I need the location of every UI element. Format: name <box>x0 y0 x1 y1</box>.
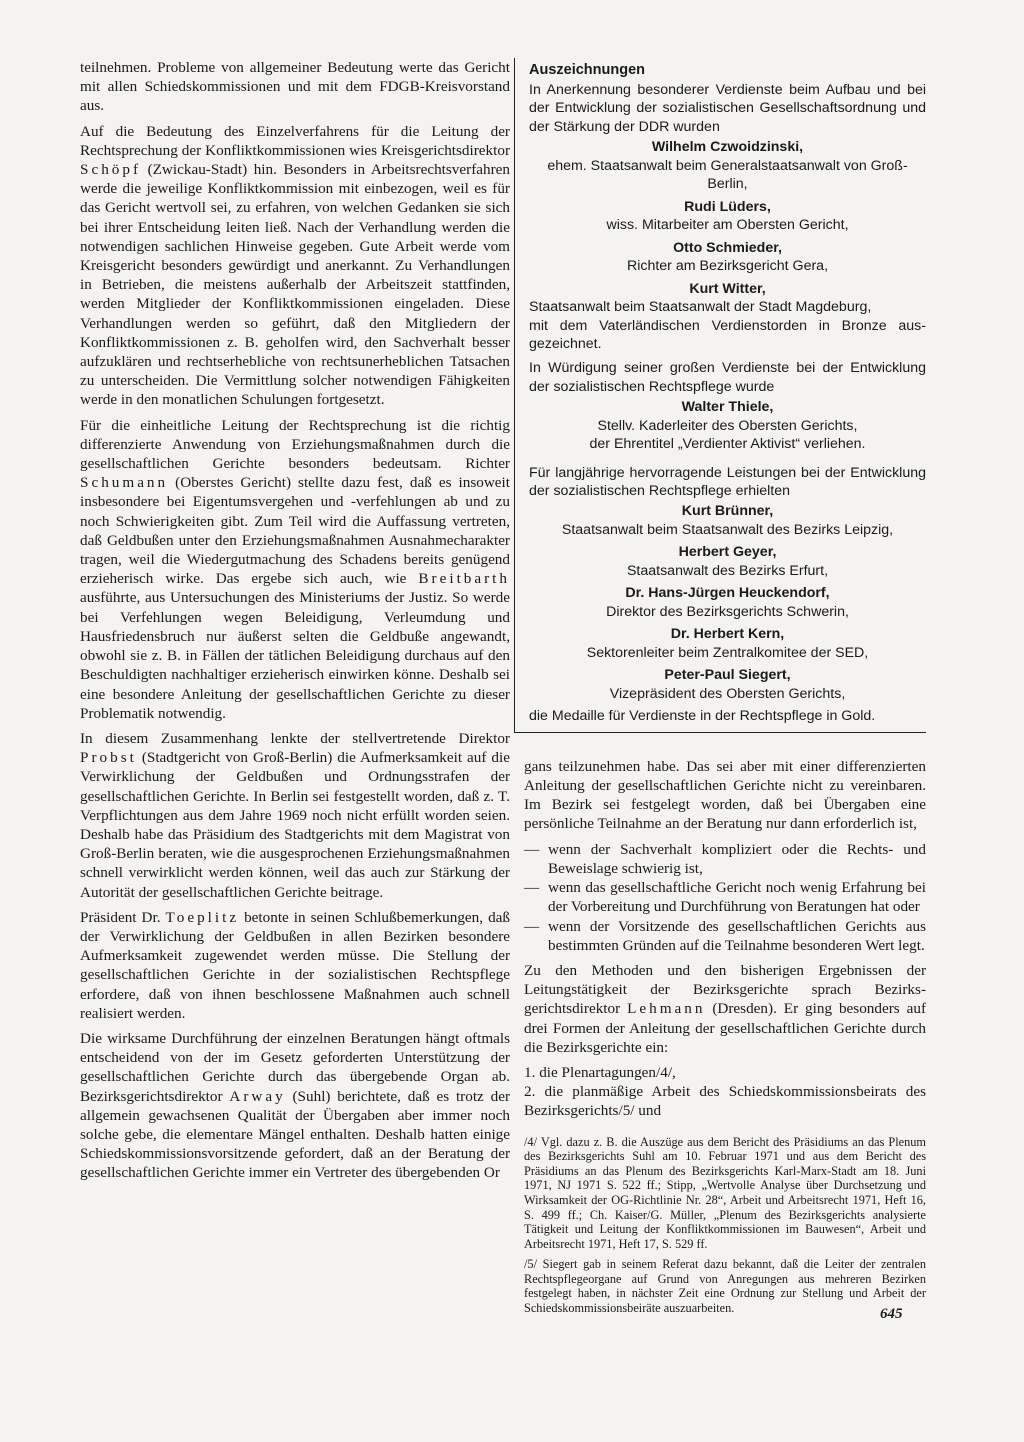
spaced-name: Arway <box>229 1087 286 1105</box>
text-run: Die wirksame Durchführung der einzelnen Beratungen hängt oftmals entscheidend von der im Gesetz geforderten Unterstützung der gesellschaftlichen Gerichte durch das übergebende Organ ab. Bezirksgerichtsdirektor <box>80 1029 510 1105</box>
awards-outro: mit dem Vaterländischen Verdienstorden in Bronze ausgezeichnet. <box>529 317 926 353</box>
awards-box <box>514 58 926 733</box>
text-run: betonte in seinen Schlußbemerkungen, daß der Verwirklichung der Geldbußen in allen Bezirken besondere Aufmerksamkeit zugewendet werden müsse. Die Stellung der gesellschaftlichen Gerichte in der sozialistischen Rechtspflege erfordere, daß von ihnen beschlossene Maßnahmen auch schnell realisiert werden. <box>80 908 510 1022</box>
award-name: Wilhelm Czwoidzinski, <box>651 139 804 156</box>
text-run: (Stadtgericht von Groß-Berlin) die Aufmerksamkeit auf die Verwirklichung der Geldbußen und Ordnungsstrafen der gesellschaftlichen Gerichte. In Berlin sei festgestellt worden, daß z. T. Verpflichtungen aus dem Jahre 1969 noch nicht erfüllt worden seien. Deshalb habe das Präsidium des Stadtgerichts mit dem Magistrat von Groß-Berlin beraten, wie die ausgesprochenen Erziehungsmaßnahmen schnell verwirklicht werden können, weil das auch zur Stärkung der Autorität der gesellschaftlichen Gerichte beitrage. <box>80 749 510 901</box>
award-name: Kurt Witter, <box>689 280 766 297</box>
page-number: 645 <box>880 1306 903 1322</box>
paragraph <box>80 729 510 902</box>
list-item-text: wenn das gesellschaftliche Gericht noch wenig Erfahrung bei der Vorbereitung und Durchführung von Beratungen hat oder <box>548 879 926 916</box>
award-role: Direktor des Bezirksgerichts Schwerin, <box>606 604 849 621</box>
list-item <box>524 917 926 955</box>
award-name: Dr. Hans-Jürgen Heuckendorf, <box>625 585 830 602</box>
awards-heading: Auszeichnungen <box>529 62 646 78</box>
award-role: Staatsanwalt des Bezirks Erfurt, <box>626 563 829 580</box>
awards-intro: In Würdigung seiner großen Verdienste bei der Entwicklung der sozialistischen Rechtspflege wurde <box>529 360 926 395</box>
paragraph <box>80 122 510 410</box>
list-item <box>524 840 926 878</box>
numbered-item: 2. die planmäßige Arbeit des Schiedskommissionsbeirats des Bezirksgerichts/5/ und <box>524 1083 926 1120</box>
award-name: Walter Thiele, <box>681 399 774 416</box>
text-run: (Suhl) berichtete, daß es trotz der allgemein gewachsenen Qualität der Übergaben aber immer noch solche gebe, die elementare Mängel enthalten. Deshalb hatten einige Schiedskommissionsvorsitzende gefordert, daß an der Beratung der gesellschaftlichen Gerichte immer ein Vertreter des übergebenden Or <box>80 1087 510 1182</box>
text-run: (Oberstes Gericht) stellte dazu fest, daß es insoweit insbesondere bei Eigentumsvergehen und -verfehlungen ab und zu noch Schwierigkeiten gibt. Zum Teil wird die Auffassung vertreten, daß Geldbußen unter den Erziehungsmaßnahmen Ausnahmecharakter tragen, weil die Wiedergutmachung des Schadens bereits genügend erzieherisch wirke. Das ergebe sich auch, wie <box>80 474 510 588</box>
paragraph <box>80 416 510 723</box>
text-run: ausführte, aus Untersuchungen des Ministeriums der Justiz. So werde bei Verfehlungen wegen Beleidigung, Verleumdung und Hausfriedensbruch nur äußerst selten die Geldbuße angewandt, obwohl sie z. B. in Fällen der tätlichen Beleidigung durchaus auf den Beschuldigten nachhaltiger erzieherisch einwirken könne. Deshalb sei eine besondere Anleitung der gesellschaftlichen Gerichte zu dieser Problematik notwendig. <box>80 589 510 722</box>
awards-intro: In Anerkennung besonderer Verdienste beim Aufbau und bei der Entwicklung der sozialistischen Gesellschaftsordnung und der Stärkung der DDR wurden <box>529 82 926 135</box>
award-role: Staatsanwalt beim Staatsanwalt des Bezirks Leipzig, <box>561 522 894 539</box>
award-name: Herbert Geyer, <box>678 544 777 561</box>
award-name: Rudi Lüders, <box>684 198 771 215</box>
awards-intro: Für langjährige hervorragende Leistungen bei der Entwicklung der sozialistischen Rechtspflege erhielten <box>529 464 926 500</box>
dash-list <box>524 840 926 955</box>
text-run: Für die einheitliche Leitung der Rechtsprechung ist die richtig differenzierte Anwendung von Erziehungsmaßnahmen durch die gesellschaftlichen Gerichte besonders bedeutsam. Richter <box>80 416 510 473</box>
award-name: Otto Schmieder, <box>673 239 782 256</box>
dash-bullet: — <box>524 879 540 897</box>
list-item-text: wenn der Sachverhalt kompliziert oder die Rechts- und Beweislage schwierig ist, <box>548 840 926 877</box>
spaced-name: Breitbarth <box>418 570 510 588</box>
right-column <box>524 58 926 1322</box>
spaced-name: Schumann <box>80 474 169 492</box>
list-item-text: wenn der Vorsitzende des gesellschaftlichen Gerichts aus bestimmten Gründen auf die Teilnahme besonderen Wert legt. <box>548 917 926 954</box>
paragraph: gans teilzunehmen habe. Das sei aber mit einer differenzierten Anleitung der gesellschaftlichen Gerichte nicht zu vereinbaren. Im Bezirk sei festgelegt worden, daß bei Übergaben eine persönliche Teilnahme an der Beratung nur dann erforderlich ist, <box>524 757 926 833</box>
dash-bullet: — <box>524 917 540 935</box>
spaced-name: Lehmann <box>627 1000 706 1018</box>
awards-outro: die Medaille für Verdienste in der Rechtspflege in Gold. <box>529 708 876 725</box>
award-role: Staatsanwalt beim Staatsanwalt der Stadt Magdeburg, <box>529 299 872 316</box>
paragraph <box>80 1029 510 1183</box>
award-role: Sektorenleiter beim Zentralkomitee der SED, <box>586 645 869 662</box>
award-name: Kurt Brünner, <box>681 503 774 520</box>
award-role: wiss. Mitarbeiter am Obersten Gericht, <box>606 217 849 234</box>
spaced-name: Schöpf <box>80 161 142 179</box>
award-role: Vizepräsident des Obersten Gerichts, <box>609 686 846 703</box>
footnote-5: /5/ Siegert gab in seinem Referat dazu bekannt, daß die Leiter der zentralen Rechtspflegeorgane auf Grund von Anregungen aus mehreren Bezirken festgelegt haben, in nächster Zeit eine Ordnung zur Stellung und Arbeit der Schiedskommissionsbeiräte auszuarbeiten. <box>524 1257 926 1316</box>
text-run: Zu den Methoden und den bisherigen Ergebnissen der Leitungstätigkeit der Bezirksgerichte sprach Bezirksgerichtsdirektor <box>524 961 926 1018</box>
award-name: Peter-Paul Siegert, <box>664 667 791 684</box>
text-run: In diesem Zusammenhang lenkte der stellvertretende Direktor <box>80 729 510 747</box>
spaced-name: Toeplitz <box>165 908 240 926</box>
numbered-item: 1. die Plenartagungen/4/, <box>524 1063 676 1081</box>
paragraph: teilnehmen. Probleme von allgemeiner Bedeutung werte das Gericht mit allen Schiedskommissionen und mit dem FDGB-Kreisvorstand aus. <box>80 59 510 115</box>
footnote-4: /4/ Vgl. dazu z. B. die Auszüge aus dem Bericht des Präsidiums an das Plenum des Bezirksgerichts Suhl am 10. Februar 1971 und aus dem Bericht des Präsidiums an das Plenum des Bezirksgerichts Karl-Marx-Stadt am 18. Juni 1971, NJ 1971 S. 522 ff.; Stipp, „Wertvolle Analyse über Durchsetzung und Wirksamkeit der OG-Richtlinie Nr. 28“, Arbeit und Arbeitsrecht 1971, Heft 16, S. 499 ff.; Ch. Kaiser/G. Müller, „Plenum des Bezirksgerichts analysierte Tätigkeit und Leitung der Konfliktkommissionen im Bauwesen“, Arbeit und Arbeitsrecht 1971, Heft 17, S. 529 ff. <box>524 1134 926 1251</box>
spaced-name: Probst <box>80 749 137 767</box>
paragraph <box>524 961 926 1057</box>
award-role: ehem. Staatsanwalt beim Generalstaatsanwalt von Groß-Berlin, <box>547 157 908 193</box>
award-name: Dr. Herbert Kern, <box>670 626 785 643</box>
text-run: (Dresden). Er ging besonders auf drei Formen der Anleitung der gesellschaftlichen Gerichte durch die Bezirksgerichte ein: <box>524 1000 927 1056</box>
award-role: Richter am Bezirksgericht Gera, <box>626 258 829 275</box>
left-column <box>80 58 510 1189</box>
paragraph <box>80 908 510 1023</box>
text-run: (Zwickau-Stadt) hin. Besonders in Arbeitsrechtsverfahren werde die jeweilige Konfliktkommission mit einbezogen, weil es für das Gericht wertvoll sei, zu erfahren, von welchen Gedanken sie sich bei ihrer Entscheidung leiten ließ. Nach der Verhandlung werden die notwendigen sachlichen Hinweise gegeben. Gute Arbeit werde vom Kreisgericht besonders gewürdigt und anerkannt. Zu Verhandlungen in Betrieben, die meistens außerhalb der Arbeitszeit stattfinden, werden Mitglieder der Konfliktkommissionen eingeladen. Diese Verhandlungen werden so geführt, daß den Mitgliedern der Konfliktkommissionen z. B. geholfen wird, den Sachverhalt besser aufzuklären und rechtserhebliche von rechtsunerheblichen Tatsachen zu unterscheiden. Die Vermittlung solcher notwendigen Fähigkeiten werde in den monatlichen Schulungen fortgesetzt. <box>80 161 510 409</box>
text-run: Auf die Bedeutung des Einzelverfahrens für die Leitung der Rechtsprechung der Konfliktkommissionen wies Kreisgerichtsdirektor <box>80 122 510 159</box>
text-run: Präsident Dr. <box>80 908 166 926</box>
award-role: Stellv. Kaderleiter des Obersten Gerichts, <box>597 417 858 434</box>
dash-bullet: — <box>524 840 540 858</box>
list-item <box>524 878 926 916</box>
awards-outro: der Ehrentitel „Verdienter Aktivist“ verliehen. <box>589 436 866 453</box>
